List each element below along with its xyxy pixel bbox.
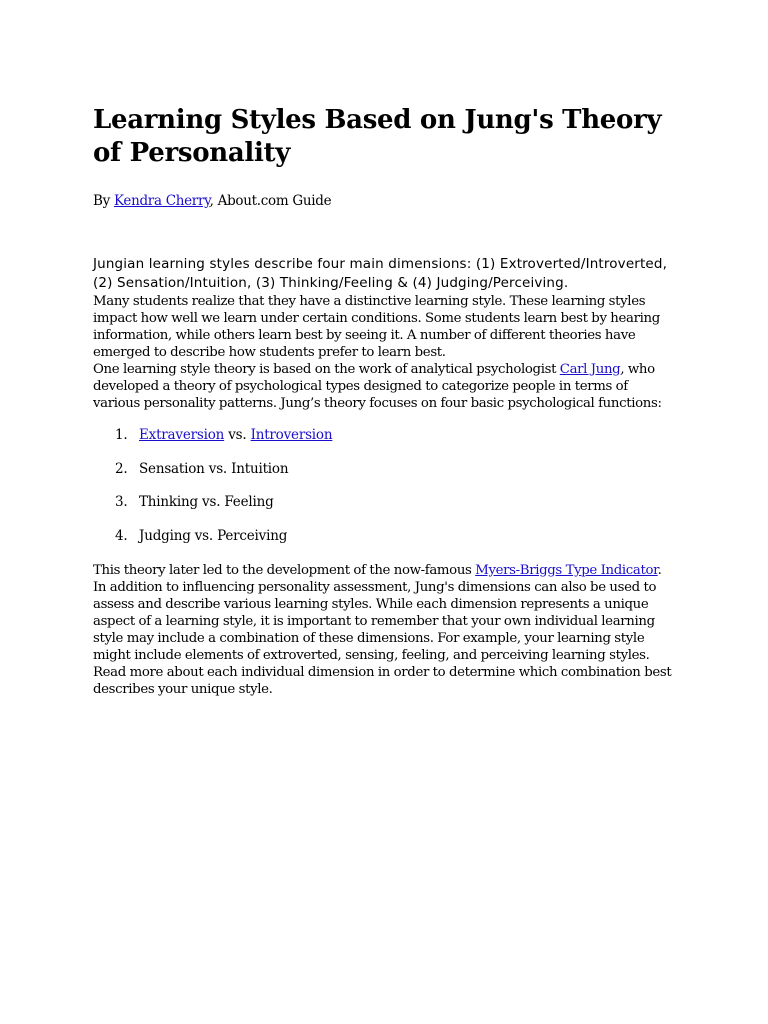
author-link[interactable]: Kendra Cherry xyxy=(113,193,210,209)
mbti-paragraph-end: . In addition to influencing personality assessment, Jung's dimensions can also be used to assess and describe various learning styles. While each dimension represents a unique aspect of a learning style, it is important to remember that your own individual learning style may include a combination of these dimensions. For example, your learning style might include elements of extroverted, sensing, feeling, and perceiving learning styles. Read more about each individual dimension in order to determine which combination best describes your unique style. xyxy=(93,562,672,697)
list-number: 4. xyxy=(115,528,128,545)
byline-suffix: , About.com Guide xyxy=(209,193,332,209)
article-title: Learning Styles Based on Jung's Theory of Personality xyxy=(93,105,662,168)
jung-paragraph xyxy=(93,361,675,412)
article xyxy=(93,104,675,698)
list-item-text: Sensation vs. Intuition xyxy=(139,460,289,477)
list-item-text: Judging vs. Perceiving xyxy=(139,528,288,545)
jung-paragraph-start: One learning style theory is based on the work of analytical psychologist xyxy=(93,362,560,377)
list-item xyxy=(93,494,675,511)
byline-prefix: By xyxy=(93,193,114,209)
functions-list xyxy=(93,427,675,545)
mbti-paragraph xyxy=(93,562,675,698)
list-item xyxy=(93,528,675,545)
jung-paragraph-end: , who developed a theory of psychological types designed to categorize people in terms of various personality patterns. Jung’s theory focuses on four basic psychological functions: xyxy=(93,362,662,411)
intro-paragraph: Many students realize that they have a distinctive learning style. These learning styles impact how well we learn under certain conditions. Some students learn best by hearing information, while others learn best by seeing it. A number of different theories have emerged to describe how students prefer to learn best. xyxy=(93,294,660,360)
byline xyxy=(93,193,675,210)
introversion-link[interactable]: Introversion xyxy=(250,427,333,443)
list-item xyxy=(93,461,675,478)
list-item-text: Thinking vs. Feeling xyxy=(139,494,274,511)
mbti-paragraph-start: This theory later led to the development of the now-famous xyxy=(93,562,476,578)
vs-text: vs. xyxy=(224,427,251,443)
extraversion-link[interactable]: Extraversion xyxy=(139,427,225,443)
carl-jung-link[interactable]: Carl Jung xyxy=(559,362,621,377)
article-summary: Jungian learning styles describe four main dimensions: (1) Extroverted/Introverted, (2) Sensation/Intuition, (3) Thinking/Feeling & (4) Judging/Perceiving. xyxy=(93,256,668,291)
list-item xyxy=(93,427,675,444)
list-number: 3. xyxy=(115,494,128,511)
myers-briggs-link[interactable]: Myers-Briggs Type Indicator xyxy=(475,562,658,578)
list-number: 2. xyxy=(115,460,128,477)
list-number: 1. xyxy=(115,427,128,443)
